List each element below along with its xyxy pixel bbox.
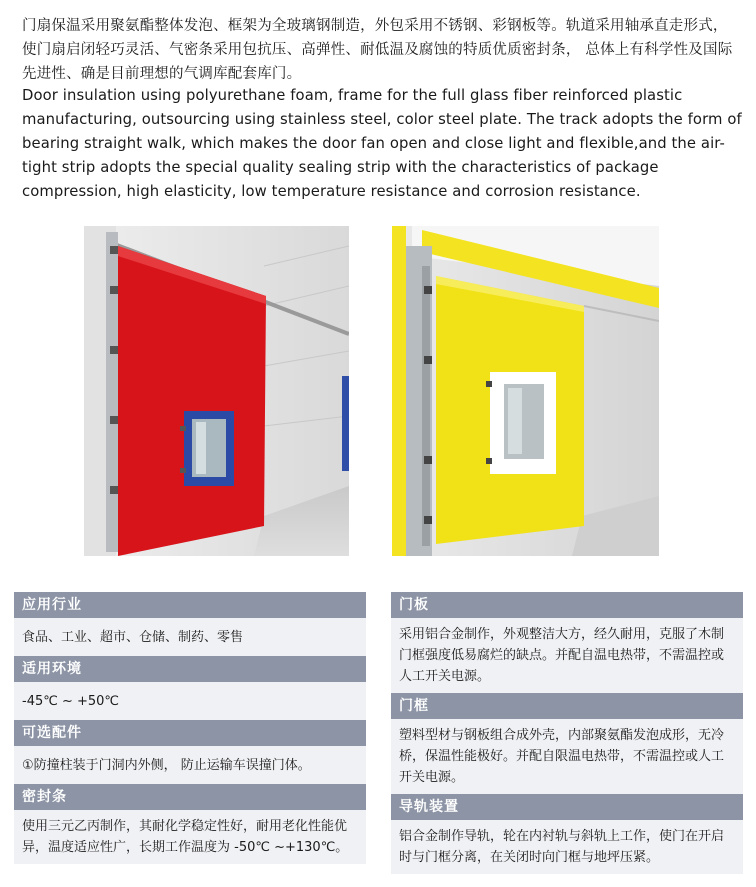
section-title-environment: 适用环境	[14, 656, 366, 682]
section-text-environment: -45℃ ~ +50℃	[14, 682, 366, 720]
section-text-industry: 食品、工业、超市、仓储、制药、零售	[14, 618, 366, 656]
section-title-door-frame: 门框	[391, 693, 743, 719]
intro-english: Door insulation using polyurethane foam, frame for the full glass fiber reinforced plastic manufacturing, outsourcing using stainless steel, color steel plate. The track adopts the form of bearing straight walk, which makes the door fan open and close light and flexible,and the air-tight strip adopts the special quality sealing strip with the characteristics of package compression, high elasticity, low temperature resistance and corrosion resistance.	[22, 87, 742, 200]
section-text-door-frame: 塑料型材与钢板组合成外壳，内部聚氨酯发泡成形，无冷桥，保温性能极好。并配自限温电热带，不需温控或人工开关电源。	[391, 719, 743, 794]
section-title-seal-strip: 密封条	[14, 784, 366, 810]
section-text-rail-device: 铝合金制作导轨，轮在内衬轨与斜轨上工作，使门在开启时与门框分离，在关闭时向门框与地坪压紧。	[391, 820, 743, 874]
spec-column-right	[391, 592, 743, 874]
yellow-door-illustration	[392, 226, 659, 556]
spec-column-left	[14, 592, 366, 864]
section-title-rail-device: 导轨装置	[391, 794, 743, 820]
section-title-accessories: 可选配件	[14, 720, 366, 746]
red-door-illustration	[84, 226, 349, 556]
section-text-door-panel: 采用铝合金制作，外观整洁大方，经久耐用，克服了木制门框强度低易腐烂的缺点。并配自温电热带，不需温控或人工开关电源。	[391, 618, 743, 693]
section-text-seal-strip: 使用三元乙丙制作，其耐化学稳定性好，耐用老化性能优异，温度适应性广，长期工作温度为 -50℃ ~+130℃。	[14, 810, 366, 864]
intro-chinese: 门扇保温采用聚氨酯整体发泡、框架为全玻璃钢制造，外包采用不锈钢、彩钢板等。轨道采用轴承直走形式，使门扇启闭轻巧灵活、气密条采用包抗压、高弹性、耐低温及腐蚀的特质优质密封条， 总体上有科学性及国际先进性、确是目前理想的气调库配套库门。	[22, 18, 733, 82]
section-text-accessories: ①防撞柱装于门洞内外侧， 防止运输车误撞门体。	[14, 746, 366, 784]
section-title-door-panel: 门板	[391, 592, 743, 618]
red-door-photo	[84, 226, 349, 556]
section-title-industry: 应用行业	[14, 592, 366, 618]
yellow-door-photo	[392, 226, 659, 556]
